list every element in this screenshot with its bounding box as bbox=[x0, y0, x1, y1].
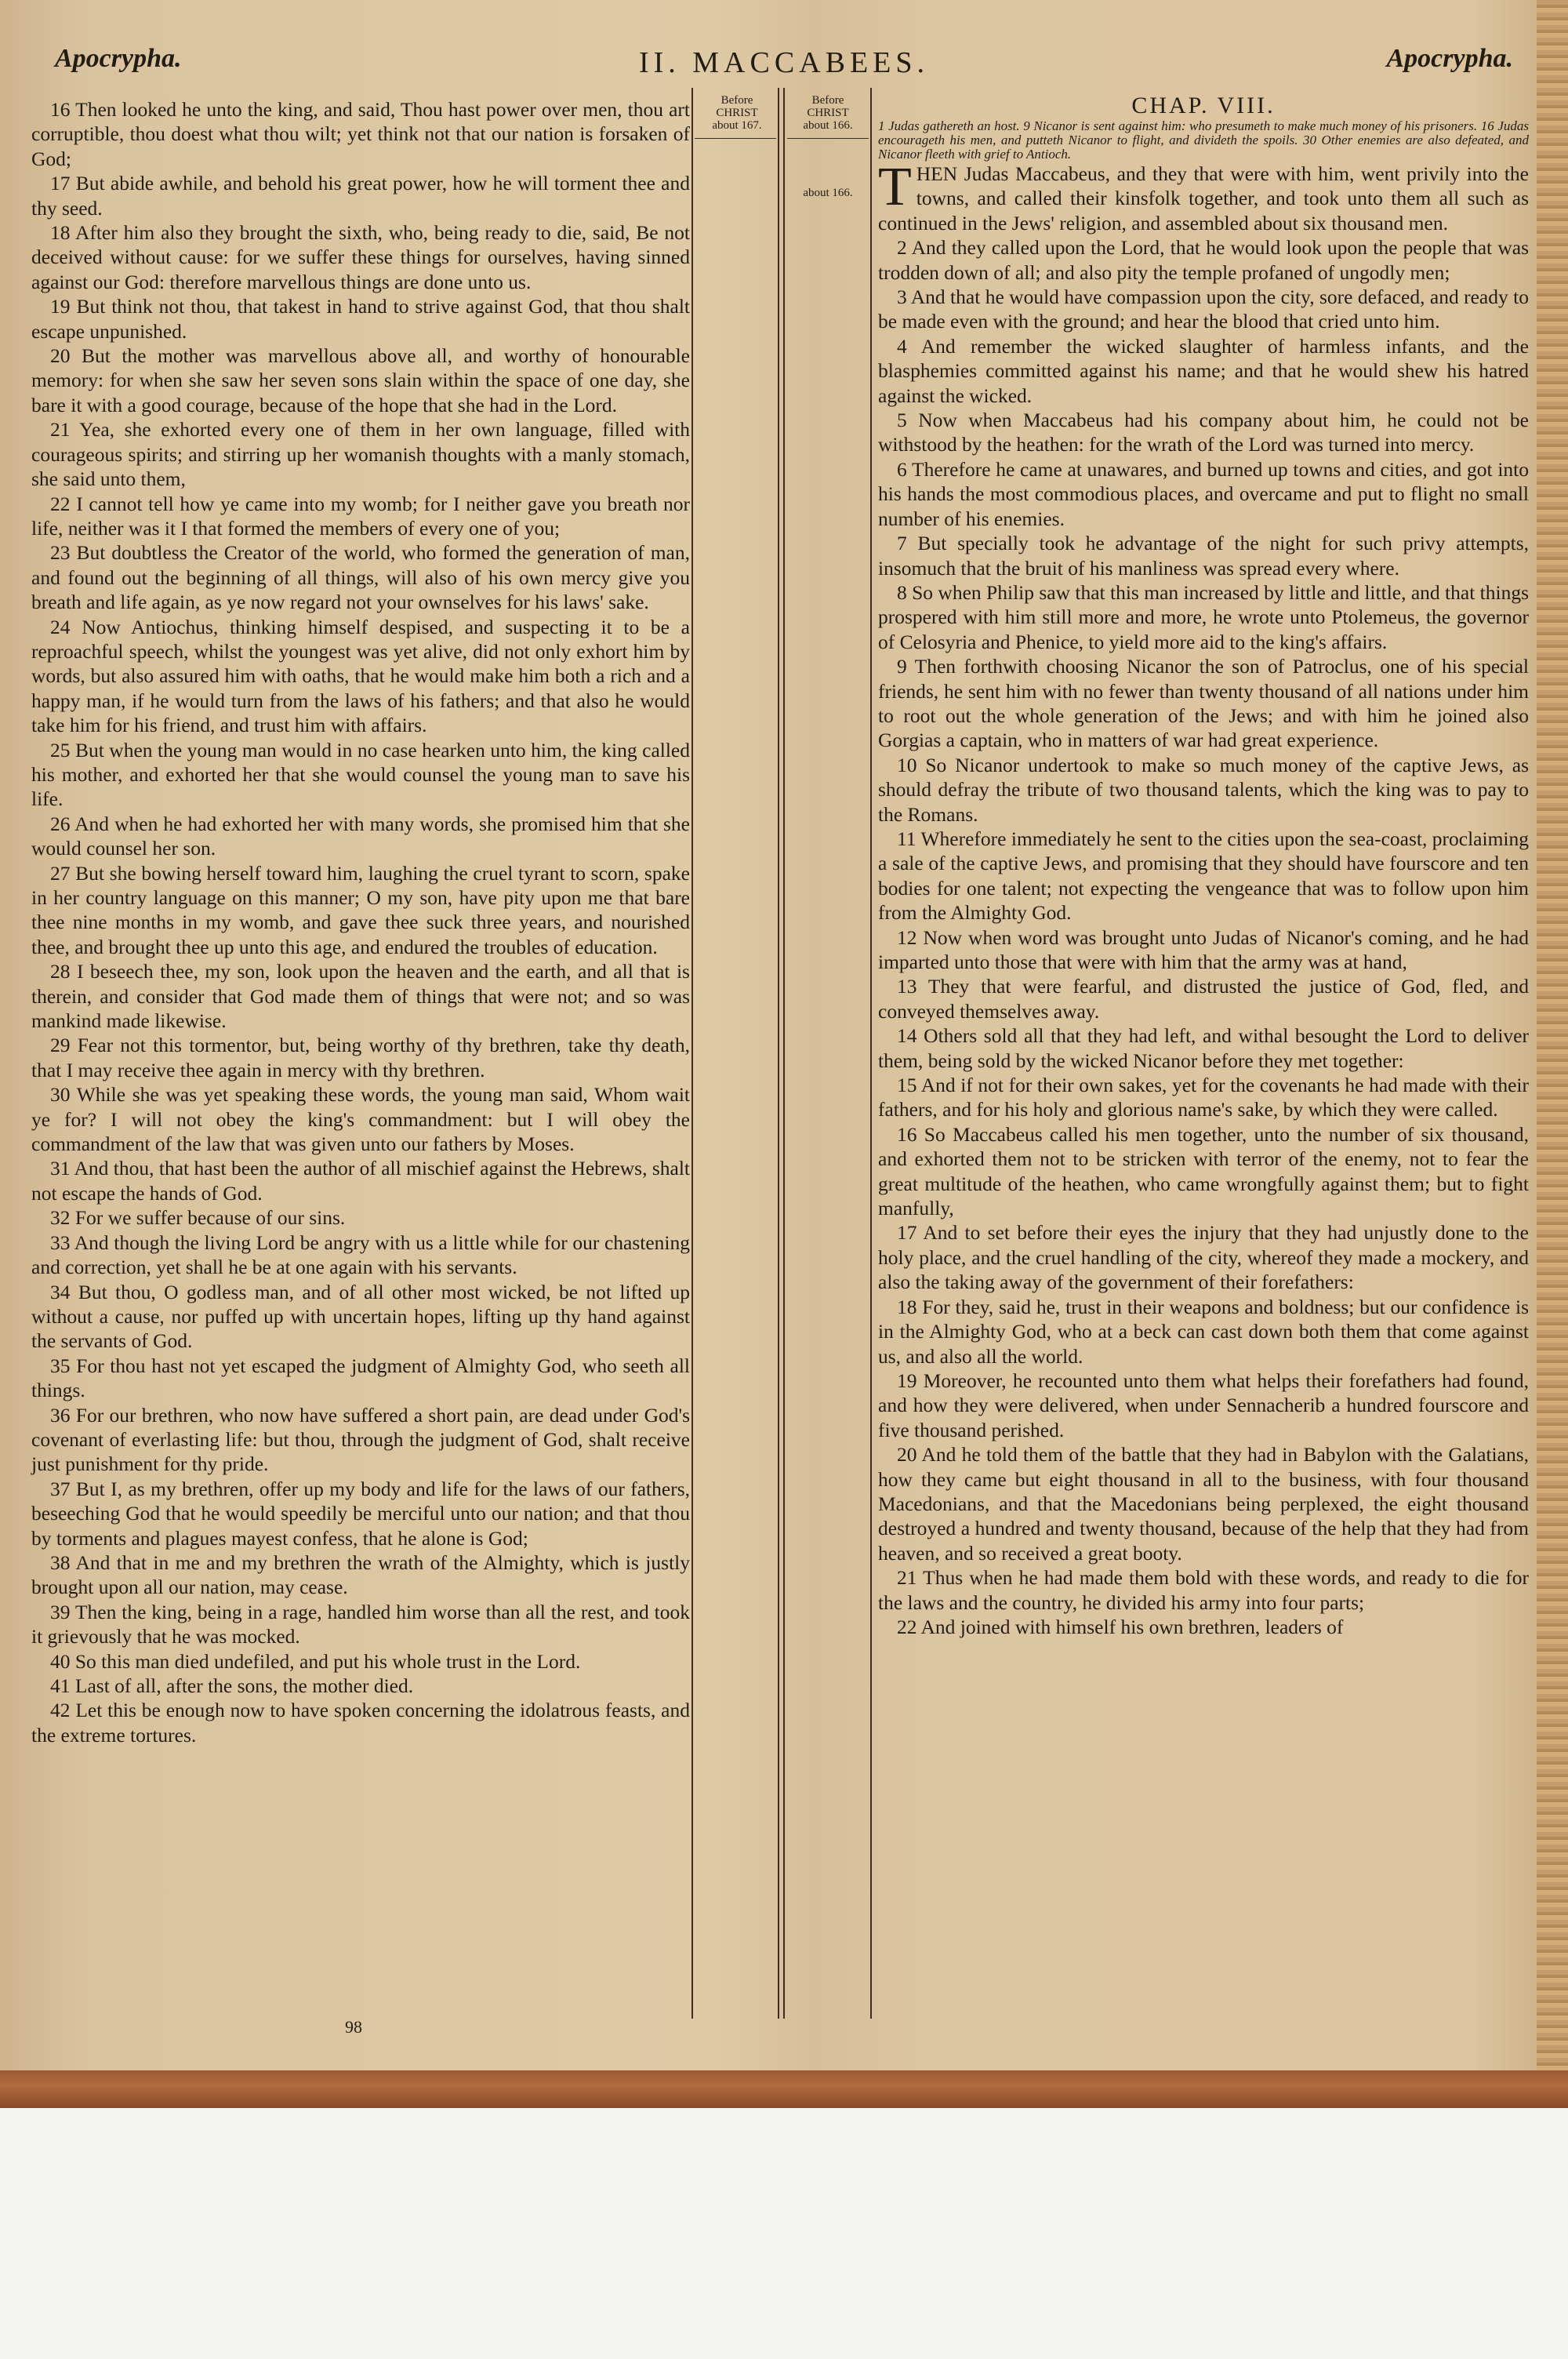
verse: 28 I beseech thee, my son, look upon the heaven and the earth, and all that is therein, and consider that God made them of things that were not; and so was mankind made likewise. bbox=[31, 960, 690, 1033]
chapter-summary: 1 Judas gathereth an host. 9 Nicanor is sent against him: who presumeth to make much money of his prisoners. 16 Judas encourageth his men, and putteth Nicanor to flight, and divideth the spoils. 30 Other enemies are also defeated, and Nicanor fleeth with grief to Antioch. bbox=[878, 118, 1529, 162]
verse: 19 Moreover, he recounted unto them what helps their forefathers had found, and how they were delivered, when under Sennacherib a hundred fourscore and five thousand perished. bbox=[878, 1369, 1529, 1441]
verse: 26 And when he had exhorted her with many words, she promised him that she would counsel her son. bbox=[31, 812, 690, 860]
verse: 12 Now when word was brought unto Judas of Nicanor's coming, and he had imparted unto those that were with him that the army was at hand, bbox=[878, 925, 1529, 973]
verse: 36 For our brethren, who now have suffered a short pain, are dead under God's covenant of everlasting life: but thou, through the judgment of God, shalt receive just punishment for thy pride. bbox=[31, 1403, 690, 1476]
verse: 39 Then the king, being in a rage, handled him worse than all the rest, and took it grievously that he was mocked. bbox=[31, 1600, 690, 1648]
running-head-title: II. MACCABEES. bbox=[638, 46, 930, 79]
verse: 25 But when the young man would in no case hearken unto him, the king called his mother, and exhorted her that she would counsel the young man to save his life. bbox=[31, 738, 690, 811]
margin-note-right bbox=[787, 94, 869, 132]
column-rule-middle-a bbox=[778, 88, 779, 2019]
verse: 21 Thus when he had made them bold with these words, and ready to die for the laws and the country, he divided his army into four parts; bbox=[878, 1566, 1529, 1614]
verse: 32 For we suffer because of our sins. bbox=[50, 1206, 346, 1230]
verse: 2 And they called upon the Lord, that he would look upon the people that was trodden down of all; and also pity the temple profaned of ungodly men; bbox=[878, 236, 1529, 284]
verse: 33 And though the living Lord be angry with us a little while for our chastening and correction, yet shall he be at one again with his servants. bbox=[31, 1230, 690, 1279]
verse: 24 Now Antiochus, thinking himself despised, and suspecting it to be a reproachful speech, whilst the youngest was yet alive, did not only exhort him by words, but also assured him with oaths, that he would make him both a rich and a happy man, if he would turn from the laws of his fathers; and that also he would take him for his friend, and trust him with affairs. bbox=[31, 615, 690, 737]
column-rule-right bbox=[870, 88, 872, 2019]
column-rule-middle-b bbox=[783, 88, 785, 2019]
table-surface bbox=[0, 2108, 1568, 2359]
verse: 15 And if not for their own sakes, yet for the covenants he had made with their fathers, and for his holy and glorious name's sake, by which they were called. bbox=[878, 1074, 1529, 1121]
margin-note-left bbox=[696, 94, 778, 132]
verse: 5 Now when Maccabeus had his company about him, he could not be withstood by the heathen: for the wrath of the Lord was turned into mercy. bbox=[878, 409, 1529, 456]
margin-note-rule-right bbox=[787, 138, 869, 139]
verse: 17 And to set before their eyes the injury that they had unjustly done to the holy place, and the cruel handling of the city, whereof they made a mockery, and also the taking away of the government of their forefathers: bbox=[878, 1221, 1529, 1294]
verse: 38 And that in me and my brethren the wrath of the Almighty, which is justly brought upon all our nation, may cease. bbox=[31, 1550, 690, 1599]
verse: 13 They that were fearful, and distrusted the justice of God, fled, and conveyed themselves away. bbox=[878, 975, 1529, 1023]
page-stack-edge bbox=[1537, 0, 1568, 2108]
verse: 7 But specially took he advantage of the night for such privy attempts, insomuch that the bruit of his manliness was spread every where. bbox=[878, 532, 1529, 580]
book-bottom-edge bbox=[0, 2070, 1568, 2108]
margin-note-rule-left bbox=[695, 138, 776, 139]
verse: 22 I cannot tell how ye came into my womb; for I neither gave you breath nor life, neither was it I that formed the members of every one of you; bbox=[31, 492, 690, 540]
verse: 34 But thou, O godless man, and of all other most wicked, be not lifted up without a cause, nor puffed up with uncertain hopes, lifting up thy hand against the servants of God. bbox=[31, 1280, 690, 1353]
verse: 19 But think not thou, that takest in hand to strive against God, that thou shalt escape unpunished. bbox=[31, 295, 690, 343]
verse: 35 For thou hast not yet escaped the judgment of Almighty God, who seeth all things. bbox=[31, 1354, 690, 1402]
drop-cap: T bbox=[878, 157, 912, 217]
verse: 21 Yea, she exhorted every one of them in her own language, filled with courageous spirits; and stirring up her womanish thoughts with a manly stomach, she said unto them, bbox=[31, 418, 690, 491]
verse: 16 So Maccabeus called his men together, unto the number of six thousand, and exhorted them not to be stricken with terror of the enemy, not to fear the great multitude of the heathen, who came wrongfully against them; but to fight manfully, bbox=[878, 1122, 1529, 1220]
verse-first bbox=[878, 157, 1529, 235]
verse: 37 But I, as my brethren, offer up my body and life for the laws of our fathers, beseeching God that he would speedily be merciful unto our nation; and that thou by torments and plagues mayest confess, that he alone is God; bbox=[31, 1477, 690, 1550]
verse: 31 And thou, that hast been the author of all mischief against the Hebrews, shalt not escape the hands of God. bbox=[31, 1157, 690, 1205]
margin-label-before: Before bbox=[720, 94, 753, 107]
margin-date: about 167. bbox=[712, 119, 762, 132]
verse: 11 Wherefore immediately he sent to the cities upon the sea-coast, proclaiming a sale of the captive Jews, and promising that they should have fourscore and ten bodies for one talent; not expecting the vengeance that was to follow upon him from the Almighty God. bbox=[878, 827, 1529, 925]
verse: 6 Therefore he came at unawares, and burned up towns and cities, and got into his hands the most commodious places, and overcame and put to flight no small number of his enemies. bbox=[878, 457, 1529, 530]
verse: 30 While she was yet speaking these words, the young man said, Whom wait ye for? I will not obey the king's commandment: but I will obey the commandment of the law that was given unto our fathers by Moses. bbox=[31, 1083, 690, 1156]
verse: 9 Then forthwith choosing Nicanor the son of Patroclus, one of his special friends, he sent him with no fewer than twenty thousand of all nations under him to root out the whole generation of the Jews; and with him he joined also Gorgias a captain, who in matters of war had great experience. bbox=[878, 655, 1529, 752]
verse: 3 And that he would have compassion upon the city, sore defaced, and ready to be made even with the ground; and hear the blood that cried unto him. bbox=[878, 285, 1529, 333]
running-head-left: Apocrypha. bbox=[55, 44, 182, 73]
verse: 18 For they, said he, trust in their weapons and boldness; but our confidence is in the Almighty God, who at a beck can cast down both them that come against us, and also all the world. bbox=[878, 1295, 1529, 1368]
verse: 4 And remember the wicked slaughter of harmless infants, and the blasphemies committed against his name; and that he would shew his hatred against the wicked. bbox=[878, 334, 1529, 407]
verse: 18 After him also they brought the sixth, who, being ready to die, said, Be not deceived without cause: for we suffer these things for ourselves, having sinned against our God: therefore marvellous things are done unto us. bbox=[31, 221, 690, 293]
right-column bbox=[878, 157, 1529, 1639]
verse: 27 But she bowing herself toward him, laughing the cruel tyrant to scorn, spake in her country language on this manner; O my son, have pity upon me that bare thee nine months in my womb, and gave thee suck three years, and nourished thee, and brought thee up unto this age, and endured the troubles of education. bbox=[31, 861, 690, 958]
verse: 20 But the mother was marvellous above all, and worthy of honourable memory: for when she saw her seven sons slain within the space of one day, she bare it with a good courage, because of the hope that she had in the Lord. bbox=[31, 344, 690, 416]
chapter-title: CHAP. VIII. bbox=[1131, 93, 1276, 118]
running-head-right: Apocrypha. bbox=[1386, 44, 1513, 73]
verse: 42 Let this be enough now to have spoken concerning the idolatrous feasts, and the extreme tortures. bbox=[31, 1699, 690, 1747]
verse: 41 Last of all, after the sons, the mother died. bbox=[50, 1674, 414, 1697]
verse: 29 Fear not this tormentor, but, being worthy of thy brethren, take thy death, that I may receive thee again in mercy with thy brethren. bbox=[31, 1034, 690, 1081]
margin-date: about 166. bbox=[803, 119, 853, 132]
verse: 20 And he told them of the battle that they had in Babylon with the Galatians, how they came but eight thousand in all to the business, with four thousand Macedonians, and that the Macedonians being perplexed, the eight thousand destroyed a hundred and twenty thousand, because of the help that they had from heaven, and so received a great booty. bbox=[878, 1443, 1529, 1565]
margin-label-before: Before bbox=[811, 94, 844, 107]
verse: 40 So this man died undefiled, and put his whole trust in the Lord. bbox=[50, 1649, 581, 1673]
verse: 23 But doubtless the Creator of the world, who formed the generation of man, and found out the beginning of all things, will also of his own mercy give you breath and life again, as ye now regard not your ownselves for his laws' sake. bbox=[31, 541, 690, 614]
first-verse-text: HEN Judas Maccabeus, and they that were with him, went privily into the towns, and called their kinsfolk together, and took unto them all such as continued in the Jews' religion, and assembled about six thousand men. bbox=[878, 162, 1529, 234]
margin-label-christ: CHRIST bbox=[716, 107, 758, 119]
verse: 22 And joined with himself his own brethren, leaders of bbox=[897, 1615, 1344, 1638]
verse: 14 Others sold all that they had left, and withal besought the Lord to deliver them, being sold by the wicked Nicanor before they met together: bbox=[878, 1024, 1529, 1072]
page-number: 98 bbox=[345, 2017, 362, 2037]
margin-date-chapter: about 166. bbox=[803, 187, 853, 199]
verse: 17 But abide awhile, and behold his great power, how he will torment thee and thy seed. bbox=[31, 172, 690, 220]
verse: 8 So when Philip saw that this man increased by little and little, and that things prospered with him still more and more, he wrote unto Ptolemeus, the governor of Celosyria and Phenice, to yield more aid to the king's affairs. bbox=[878, 580, 1529, 653]
column-rule-left bbox=[691, 88, 693, 2019]
margin-label-christ: CHRIST bbox=[807, 107, 849, 119]
left-column bbox=[31, 97, 690, 1747]
verse: 10 So Nicanor undertook to make so much money of the captive Jews, as should defray the tribute of two thousand talents, which the king was to pay to the Romans. bbox=[878, 753, 1529, 826]
verse: 16 Then looked he unto the king, and said, Thou hast power over men, thou art corruptible, thou doest what thou wilt; yet think not that our nation is forsaken of God; bbox=[31, 98, 690, 170]
